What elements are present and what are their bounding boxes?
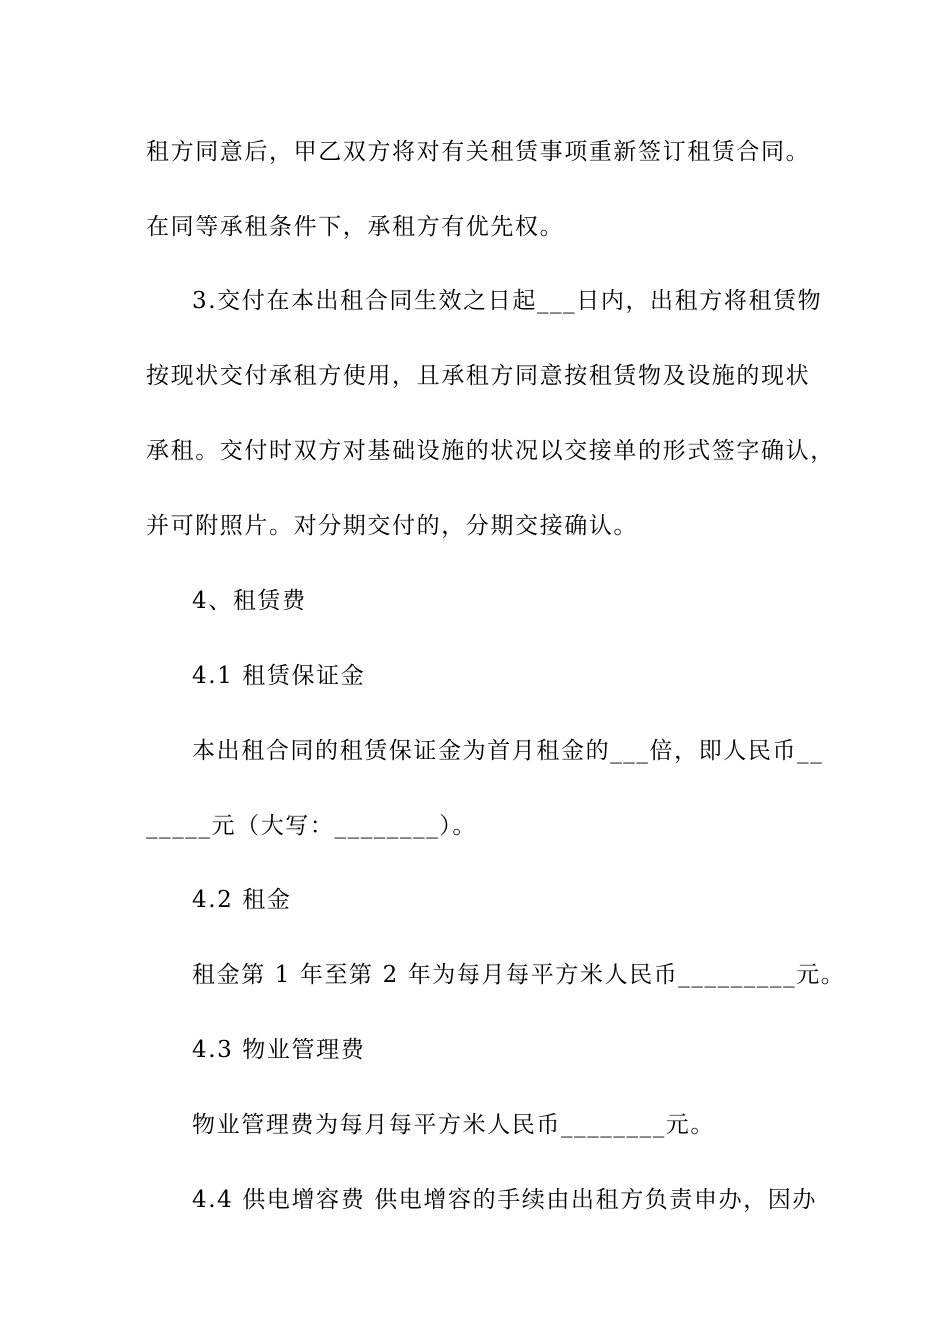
text-line: 并可附照片。对分期交付的，分期交接确认。 <box>146 513 638 539</box>
text-line: 本出租合同的租赁保证金为首月租金的___倍，即人民币__ <box>192 738 824 764</box>
text-line: 按现状交付承租方使用，且承租方同意按租赁物及设施的现状 <box>146 363 811 389</box>
text-line: 在同等承租条件下，承租方有优先权。 <box>146 214 565 240</box>
text-line: 4.4 供电增容费 供电增容的手续由出租方负责申办，因办 <box>192 1187 817 1213</box>
subsection-heading: 4.1 租赁保证金 <box>192 663 366 689</box>
text-line: 物业管理费为每月每平方米人民币________元。 <box>192 1112 715 1138</box>
section-heading: 4、租赁费 <box>192 588 307 614</box>
text-line: 租方同意后，甲乙双方将对有关租赁事项重新签订租赁合同。 <box>146 139 811 165</box>
text-line: 租金第 1 年至第 2 年为每月每平方米人民币_________元。 <box>192 962 846 988</box>
text-line: 3.交付在本出租合同生效之日起___日内，出租方将租赁物 <box>192 288 823 314</box>
subsection-heading: 4.3 物业管理费 <box>192 1037 366 1063</box>
subsection-heading: 4.2 租金 <box>192 887 292 913</box>
text-line: 承租。交付时双方对基础设施的状况以交接单的形式签字确认， <box>146 438 835 464</box>
text-line: _____元（大写：________）。 <box>146 813 477 839</box>
